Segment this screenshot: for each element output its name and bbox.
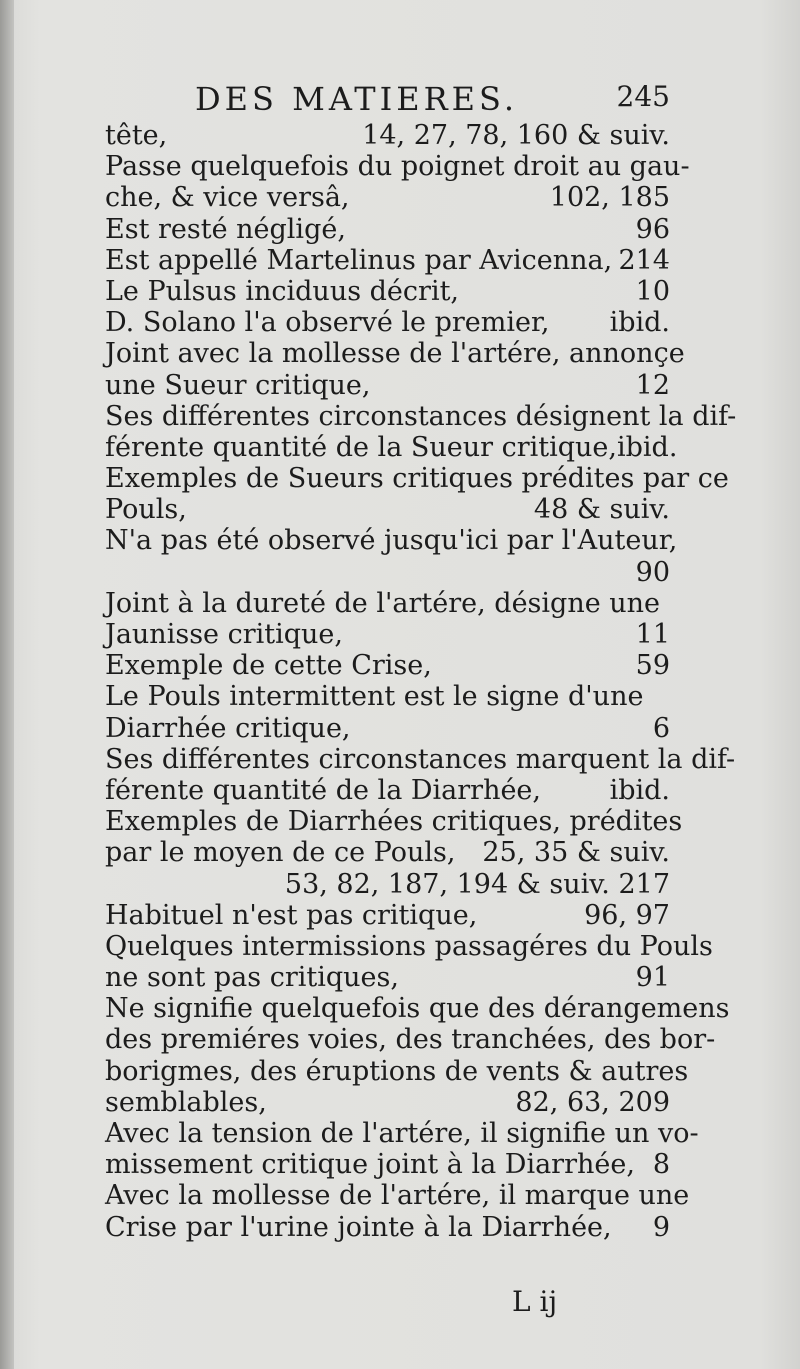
index-entry — [105, 1118, 699, 1181]
entry-page-ref: 8 — [652, 1149, 670, 1181]
index-entry — [105, 338, 685, 401]
entry-line — [105, 806, 683, 838]
entry-page-ref: 9 — [652, 1211, 670, 1243]
entry-line — [105, 713, 670, 744]
entry-page-ref: 14, 27, 78, 160 & suiv. — [362, 120, 670, 151]
index-entry — [105, 650, 670, 681]
entry-line — [105, 775, 670, 806]
index-entry — [105, 400, 737, 463]
entry-text: Est appellé Martelinus par Avicenna, — [105, 244, 613, 276]
entry-text: Joint avec la mollesse de l'artére, annonçe — [105, 338, 685, 370]
running-title: DES MATIERES. — [195, 80, 518, 118]
index-entry — [105, 276, 670, 307]
entry-text: Joint à la dureté de l'artére, désigne une — [105, 587, 661, 619]
entry-text: par le moyen de ce Pouls, — [105, 837, 456, 869]
index-entry — [105, 806, 683, 900]
entry-text: férente quantité de la Sueur critique, — [105, 431, 617, 463]
entry-line — [105, 681, 670, 712]
entry-line — [105, 400, 737, 432]
entry-page-ref: 48 & suiv. — [533, 494, 670, 526]
entry-text: Pouls, — [105, 494, 187, 526]
entry-line — [105, 338, 685, 370]
entry-text: Avec la mollesse de l'artére, il marque une — [105, 1180, 690, 1212]
entry-page-ref: 96 — [635, 213, 670, 245]
entry-text: Exemples de Diarrhées critiques, prédites — [105, 806, 683, 838]
entry-text: Avec la tension de l'artére, il signifie un vo- — [105, 1118, 699, 1149]
entry-line — [105, 120, 670, 151]
index-entry — [105, 588, 670, 650]
entry-page-ref: 59 — [635, 650, 670, 682]
entry-line — [105, 463, 729, 495]
entry-text: D. Solano l'a observé le premier, — [105, 307, 550, 339]
index-entry — [105, 993, 730, 1118]
entry-line — [105, 214, 670, 245]
entry-line — [105, 182, 670, 213]
entry-line — [105, 1180, 690, 1212]
entry-text: Ses différentes circonstances marquent la dif- — [105, 743, 736, 775]
entry-page-ref: 82, 63, 209 — [515, 1086, 670, 1118]
index-entry — [105, 681, 670, 743]
entry-text: des premiéres voies, des tranchées, des bor- — [105, 1024, 716, 1056]
entry-line — [105, 557, 670, 588]
entry-line — [105, 588, 670, 619]
entry-line — [105, 1024, 716, 1056]
entry-text: Exemple de cette Crise, — [105, 650, 432, 682]
entry-text: tête, — [105, 120, 168, 151]
index-entry — [105, 307, 670, 338]
entry-text: Exemples de Sueurs critiques prédites par ce — [105, 463, 729, 495]
index-entry — [105, 525, 678, 588]
index-entry — [105, 930, 713, 994]
entry-line — [105, 370, 670, 401]
entry-line — [105, 245, 670, 276]
entry-page-ref: 96, 97 — [584, 899, 670, 931]
entry-text: semblables, — [105, 1086, 267, 1118]
entry-line — [105, 993, 730, 1025]
entry-text: Passe quelquefois du poignet droit au gau- — [105, 151, 690, 183]
entry-text: férente quantité de la Diarrhée, — [105, 774, 541, 806]
index-entry — [105, 463, 729, 526]
entry-line — [105, 930, 713, 962]
entry-text: Crise par l'urine jointe à la Diarrhée, — [105, 1211, 612, 1243]
entry-page-ref: ibid. — [617, 431, 678, 463]
entry-page-ref: 90 — [635, 556, 670, 588]
entry-line — [105, 431, 678, 463]
entry-page-ref: ibid. — [609, 307, 670, 339]
running-header — [105, 80, 670, 124]
entry-line — [105, 869, 670, 900]
entry-text: Quelques intermissions passagéres du Pouls — [105, 930, 713, 962]
page-number: 245 — [616, 80, 670, 113]
entry-line — [105, 743, 736, 775]
entry-text: missement critique joint à la Diarrhée, — [105, 1149, 635, 1181]
entry-page-ref: 91 — [635, 962, 670, 994]
entry-line — [105, 900, 670, 931]
entry-text: Le Pulsus inciduus décrit, — [105, 275, 460, 307]
index-entry — [105, 120, 670, 151]
signature-mark: L ij — [512, 1285, 558, 1318]
entry-text: Ses différentes circonstances désignent la dif- — [105, 400, 737, 432]
entry-text: che, & vice versâ, — [105, 182, 350, 214]
entry-line — [105, 1087, 670, 1118]
entry-text: Ne signifie quelquefois que des dérangemens — [105, 993, 730, 1025]
entry-line — [105, 1149, 670, 1180]
entry-line — [105, 650, 670, 681]
entry-page-ref: 25, 35 & suiv. — [482, 837, 670, 869]
entry-text: ne sont pas critiques, — [105, 962, 399, 994]
entry-page-ref: 10 — [635, 275, 670, 307]
entry-line — [105, 619, 670, 650]
entry-page-ref: 53, 82, 187, 194 & suiv. 217 — [284, 868, 670, 900]
entry-text: une Sueur critique, — [105, 369, 371, 401]
entry-text: Habituel n'est pas critique, — [105, 899, 478, 931]
entry-line — [105, 1212, 670, 1243]
entry-text: Jaunisse critique, — [105, 619, 343, 650]
index-entries — [105, 120, 737, 1243]
entry-page-ref: ibid. — [609, 774, 670, 806]
entry-page-ref: 6 — [652, 712, 670, 744]
entry-line — [105, 1055, 689, 1087]
entry-text: Est resté négligé, — [105, 213, 346, 245]
index-entry — [105, 245, 670, 276]
index-entry — [105, 214, 670, 245]
entry-text: Le Pouls intermittent est le signe d'une — [105, 681, 644, 713]
entry-text: Diarrhée critique, — [105, 712, 351, 744]
entry-line — [105, 276, 670, 307]
entry-line — [105, 962, 670, 993]
index-entry — [105, 900, 670, 931]
index-entry — [105, 1180, 690, 1243]
entry-line — [105, 151, 690, 183]
entry-text: N'a pas été observé jusqu'ici par l'Auteur, — [105, 525, 678, 557]
entry-line — [105, 837, 670, 868]
index-entry — [105, 743, 736, 806]
entry-text: borigmes, des éruptions de vents & autres — [105, 1055, 689, 1087]
page-binding-shadow — [0, 0, 14, 1369]
entry-line — [105, 307, 670, 338]
index-entry — [105, 151, 690, 214]
entry-page-ref: 11 — [635, 619, 670, 650]
entry-page-ref: 102, 185 — [549, 182, 670, 214]
entry-line — [105, 525, 678, 557]
entry-page-ref: 12 — [635, 369, 670, 401]
entry-page-ref: 214 — [618, 244, 670, 276]
entry-line — [105, 1118, 699, 1149]
entry-line — [105, 494, 670, 525]
